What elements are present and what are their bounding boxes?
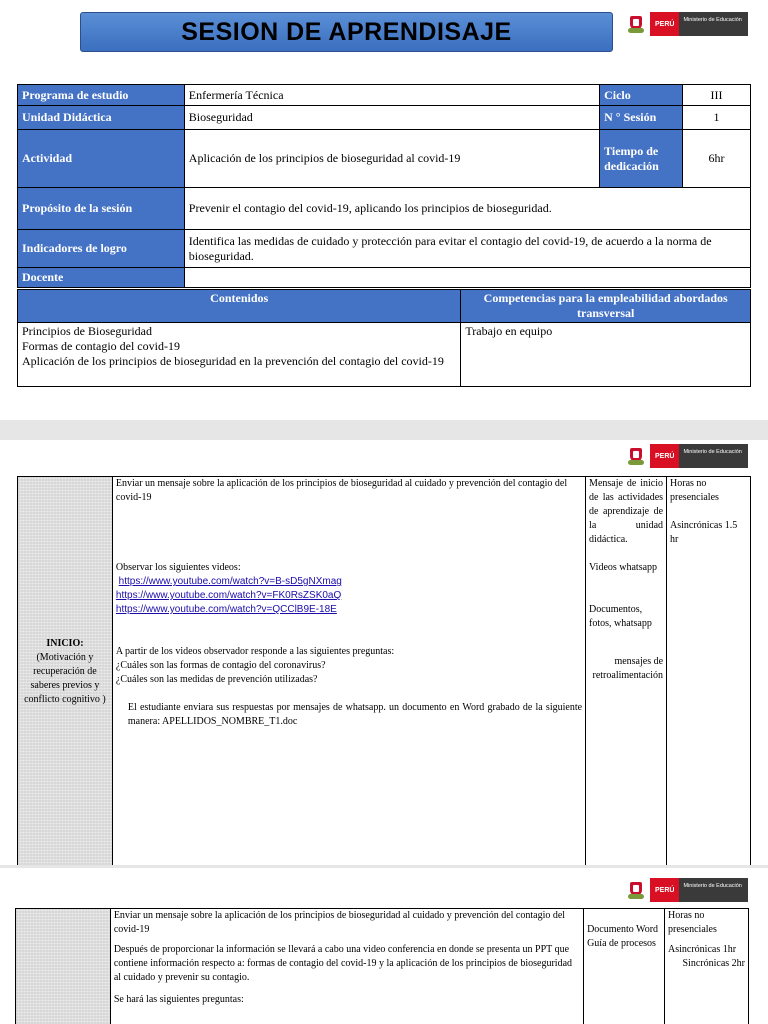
competencias-header: Competencias para la empleabilidad abordados transversal: [461, 290, 751, 323]
actividad-value: Aplicación de los principios de bioseguridad al covid-19: [184, 130, 599, 188]
list-item: Aplicación de los principios de bioseguridad en la prevención del contagio del covid-19: [22, 354, 444, 368]
indicadores-value: Identifica las medidas de cuidado y protección para evitar el contagio del covid-19, de acuerdo a la norma de bioseguridad.: [184, 230, 750, 268]
desarrollo-table: [15, 908, 749, 1024]
proposito-label: Propósito de la sesión: [18, 188, 185, 230]
proposito-value: Prevenir el contagio del covid-19, aplicando los principios de bioseguridad.: [184, 188, 750, 230]
session-info-table: [17, 84, 751, 288]
unidad-value: Bioseguridad: [184, 106, 599, 130]
title-banner: [80, 12, 613, 52]
questions-intro: A partir de los videos observador responde a las siguientes preguntas:: [115, 646, 395, 657]
page-title: SESION DE APRENDISAJE: [181, 17, 512, 46]
activity-intro: Enviar un mensaje sobre la aplicación de los principios de bioseguridad al cuidado y prevención del contagio del covid-19: [113, 910, 566, 935]
inicio-table: [17, 476, 751, 865]
peru-shield-icon: [628, 880, 644, 900]
inicio-resources: [586, 477, 667, 866]
question-2: ¿Cuáles son las medidas de prevención utilizadas?: [115, 674, 318, 685]
student-instruction: El estudiante enviara sus respuestas por mensajes de whatsapp. un documento en Word grabado de la siguiente manera: APELLIDOS_NOMBRE_T1.doc: [127, 702, 583, 727]
page-2: [0, 440, 768, 865]
contenidos-header: Contenidos: [18, 290, 461, 323]
peru-shield-icon: [628, 14, 644, 34]
minedu-logo: PERÚ Ministerio de Educación: [628, 878, 748, 902]
sesion-label: N ° Sesión: [600, 106, 683, 130]
sesion-value: 1: [683, 106, 751, 130]
time-item: Horas no presenciales: [670, 478, 719, 503]
resource-item: Mensaje de inicio de las actividades de aprendizaje de la unidad didáctica.: [589, 478, 664, 545]
actividad-label: Actividad: [18, 130, 185, 188]
activity-description: Después de proporcionar la información se llevará a cabo una video conferencia en donde se presenta un PPT que contiene información respecto a: formas de contagio del covid-19 y la aplicación de los principios de bioseguridad al cuidado y prevenir su contagio.: [113, 944, 573, 983]
docente-label: Docente: [18, 268, 185, 288]
resource-item: Documentos, fotos, whatsapp: [589, 604, 652, 629]
contenidos-list: [18, 323, 461, 387]
resource-item: Videos whatsapp: [589, 562, 658, 573]
resource-item: Guía de procesos: [587, 938, 656, 949]
desarrollo-resources: [584, 909, 665, 1024]
resource-item: Documento Word: [587, 924, 659, 935]
phase-title: INICIO:: [46, 638, 84, 649]
contents-table: [17, 289, 751, 387]
video-link-2[interactable]: https://www.youtube.com/watch?v=FK0RsZSK0aQ: [115, 590, 342, 601]
time-item: Sincrónicas 2hr: [682, 958, 745, 969]
inicio-time: [667, 477, 751, 866]
inicio-phase: [18, 477, 113, 866]
time-item: Asincrónicas 1.5 hr: [670, 520, 738, 545]
phase-description: (Motivación y recuperación de saberes previos y conflicto cognitivo ): [24, 652, 106, 705]
page-3: [0, 868, 768, 1024]
videos-label: Observar los siguientes videos:: [115, 562, 241, 573]
desarrollo-time: [665, 909, 749, 1024]
ciclo-value: III: [683, 85, 751, 106]
questions-intro: Se hará las siguientes preguntas:: [113, 994, 244, 1005]
activity-intro: Enviar un mensaje sobre la aplicación de los principios de bioseguridad al cuidado y prevención del contagio del covid-19: [115, 478, 568, 503]
minedu-logo: PERÚ Ministerio de Educación: [628, 12, 748, 36]
time-item: Asincrónicas 1hr: [668, 944, 737, 955]
inicio-activities: [112, 477, 585, 866]
tiempo-label: Tiempo de dedicación: [600, 130, 683, 188]
video-link-1[interactable]: https://www.youtube.com/watch?v=B-sD5gNXmag: [118, 576, 342, 587]
programa-value: Enfermería Técnica: [184, 85, 599, 106]
programa-label: Programa de estudio: [18, 85, 185, 106]
docente-value: [184, 268, 750, 288]
desarrollo-activities: [110, 909, 583, 1024]
minedu-logo: PERÚ Ministerio de Educación: [628, 444, 748, 468]
ciclo-label: Ciclo: [600, 85, 683, 106]
indicadores-label: Indicadores de logro: [18, 230, 185, 268]
unidad-label: Unidad Didáctica: [18, 106, 185, 130]
video-link-3[interactable]: https://www.youtube.com/watch?v=QCClB9E-18E: [115, 604, 337, 615]
list-item: Formas de contagio del covid-19: [22, 339, 180, 353]
page-1: [0, 0, 768, 420]
resource-item: mensajes de retroalimentación: [592, 656, 664, 681]
tiempo-value: 6hr: [683, 130, 751, 188]
list-item: Principios de Bioseguridad: [22, 324, 152, 338]
peru-shield-icon: [628, 446, 644, 466]
time-item: Horas no presenciales: [668, 910, 717, 935]
question-1: ¿Cuáles son las formas de contagio del coronavirus?: [115, 660, 326, 671]
competencias-value: Trabajo en equipo: [461, 323, 751, 387]
desarrollo-phase: [16, 909, 111, 1024]
